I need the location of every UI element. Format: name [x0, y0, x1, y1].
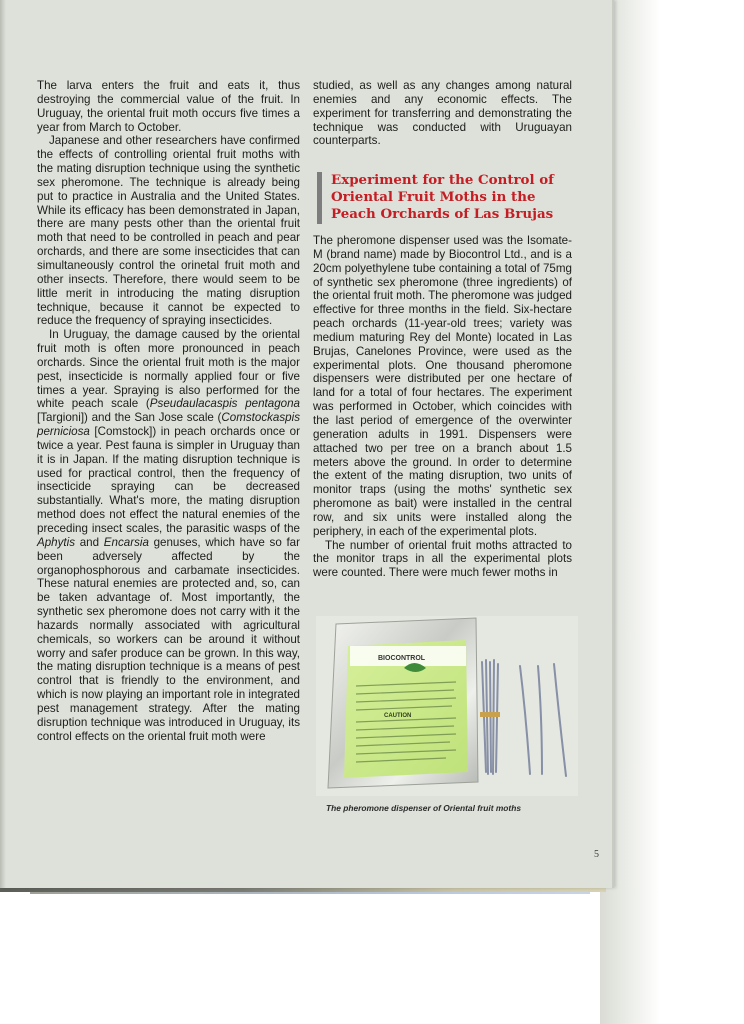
- paragraph: studied, as well as any changes among natural enemies and any economic effects. The experiment for transferring and demonstrating the technique was conducted with Uruguayan counterparts.: [313, 79, 572, 148]
- section-heading: Experiment for the Control of Oriental Fruit Moths in the Peach Orchards of Las Brujas: [317, 172, 581, 224]
- scientific-name: Comstockaspis perniciosa: [37, 411, 300, 439]
- scientific-name: Aphytis: [37, 535, 76, 549]
- paragraph: In Uruguay, the damage caused by the oriental fruit moth is often more pronounced in peach orchards. Since the oriental fruit moth is the major pest, insecticide is normally applied four or five times a year. Spraying is also performed for the white peach scale (Pseudaulacaspis pentagona [Targioni]) and the San Jose scale (Comstockaspis perniciosa [Comstock]) in peach orchards once or twice a year. Pest fauna is simpler in Uruguay than it is in Japan. If the mating disruption technique is used for practical control, then the frequency of insecticide spraying can be decreased substantially. What's more, the mating disruption method does not effect the natural enemies of the preceding insect scales, the parasitic wasps of the Aphytis and Encarsia genuses, which have so far been adversely affected by the organophosphorous and carbamate insecticides. These natural enemies are protected and, so, can be taken advantage of. Most importantly, the synthetic sex pheromone does not carry with it the hazards normally associated with agricultural chemicals, so workers can be around it without worry and safer produce can be grown. In this way, the mating disruption technique is a means of pest control that is friendly to the environment, and which is now playing an important role in integrated pest management strategy. After the mating disruption technique was introduced in Uruguay, its control effects on the oriental fruit moth were: [37, 328, 300, 743]
- package-brand-text: BIOCONTROL: [378, 655, 426, 662]
- dispenser-photo: [316, 616, 578, 796]
- paragraph: The number of oriental fruit moths attracted to the monitor traps in all the experimental plots were counted. There were much fewer moths in: [313, 538, 572, 580]
- scientific-name: Pseudaulacaspis pentagona: [149, 397, 300, 411]
- paragraph: The pheromone dispenser used was the Isomate-M (brand name) made by Biocontrol Ltd., and is a 20cm polyethylene tube containing a total of 75mg of synthetic sex pheromone (three ingredients) of the oriental fruit moth. The pheromone was judged effective for three months in the field. Six-hectare peach orchards (11-year-old trees; variety was medium maturing Rey del Monte) located in Las Brujas, Canelones Province, were used as the experimental plots. One thousand pheromone dispensers were distributed per one hectare of land for a total of four hectares. The experiment was performed in October, which coincides with the last period of emergence of the overwinter generation adults in 1991. Dispensers were attached two per tree on a branch about 1.5 meters above the ground. In order to determine the extent of the mating disruption, two units of monitor traps (using the moths' synthetic sex pheromone as bait) were installed in the central row, and six units were installed along the periphery, in each of the experimental plots.: [313, 234, 572, 538]
- figure-caption: The pheromone dispenser of Oriental fruit moths: [326, 803, 521, 813]
- right-column-body: [313, 234, 572, 580]
- binding-shadow: [0, 0, 6, 888]
- right-column-top: [313, 79, 572, 148]
- page-number: 5: [594, 849, 599, 860]
- scanner-background: [600, 0, 744, 1024]
- package-caution-text: CAUTION: [384, 713, 412, 719]
- scientific-name: Encarsia: [103, 535, 149, 549]
- paragraph: The larva enters the fruit and eats it, thus destroying the commercial value of the fruit. In Uruguay, the oriental fruit moth occurs five times a year from March to October.: [37, 79, 300, 134]
- left-column: [37, 79, 300, 744]
- paragraph: Japanese and other researchers have confirmed the effects of controlling oriental fruit moths with the mating disruption technique using the synthetic sex pheromone. The technique is already being put to practice in Australia and the United States. While its efficacy has been demonstrated in Japan, there are many pests other than the oriental fruit moth that need to be controlled in peach and pear orchards, and there are some insecticides that can simultaneously control the orinetal fruit moth and other insects. Therefore, there would seem to be little merit in introducing the mating disruption technique, because it cannot be expected to reduce the frequency of spraying insecticides.: [37, 134, 300, 328]
